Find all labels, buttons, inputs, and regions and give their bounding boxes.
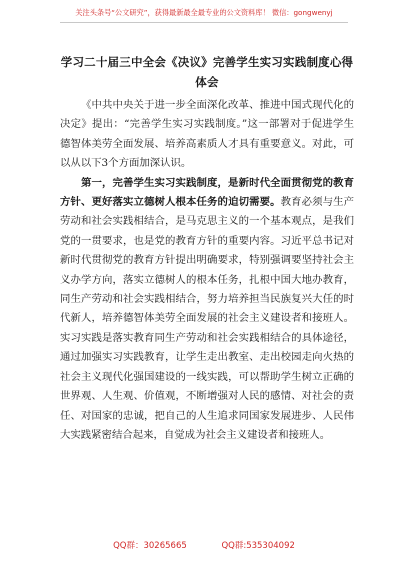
footer-contact	[0, 540, 408, 552]
footer-qq-right: QQ群:535304092	[221, 541, 295, 551]
document-title-line1: 学习二十届三中全会《决议》完善学生实习实践制度心得	[60, 55, 354, 69]
header-banner: 关注头条号“公文研究”，获得最新最全最专业的公文资料库！ 微信：gongwenyj	[75, 8, 333, 17]
section1-body: 教育必须与生产劳动和社会实践相结合，是马克思主义的一个基本观点，是我们党的一贯要求，也是党的教育方针的重要内容。习近平总书记对新时代贯彻党的教育方针提出明确要求，特别强调要坚持社会主义办学方向，落实立德树人的根本任务，扎根中国大地办教育，同生产劳动和社会实践相结合，努力培养担当民族复兴大任的时代新人，培养德智体美劳全面发展的社会主义建设者和接班人。实习实践是落实教育同生产劳动和社会实践相结合的具体途径，通过加强实习实践教育，让学生走出教室、走出校园走向火热的社会主义现代化强国建设的一线实践，可以帮助学生树立正确的世界观、人生观、价值观，不断增强对人民的感情、对社会的责任、对国家的忠诚，把自己的人生追求同国家发展进步、人民伟大实践紧密结合起来，自觉成为社会主义建设者和接班人。	[60, 196, 355, 441]
document-title	[60, 52, 354, 92]
document-title-line2: 体会	[195, 75, 219, 89]
footer-qq-left: QQ群：30265665	[113, 541, 187, 551]
header-divider	[60, 22, 348, 23]
section1-paragraph	[60, 174, 354, 446]
section1-heading: 第一，完善学生实习实践制度，是新时代全面贯彻党的教育方针、更好落实立德树人根本任务的迫切需要。	[60, 176, 354, 209]
intro-paragraph: 《中共中央关于进一步全面深化改革、推进中国式现代化的决定》提出：“完善学生实习实践制度。”这一部署对于促进学生德智体美劳全面发展、培养高素质人才具有重要意义。对此，可以从以下3个方面加深认识。	[60, 99, 354, 170]
document-body	[60, 52, 354, 445]
